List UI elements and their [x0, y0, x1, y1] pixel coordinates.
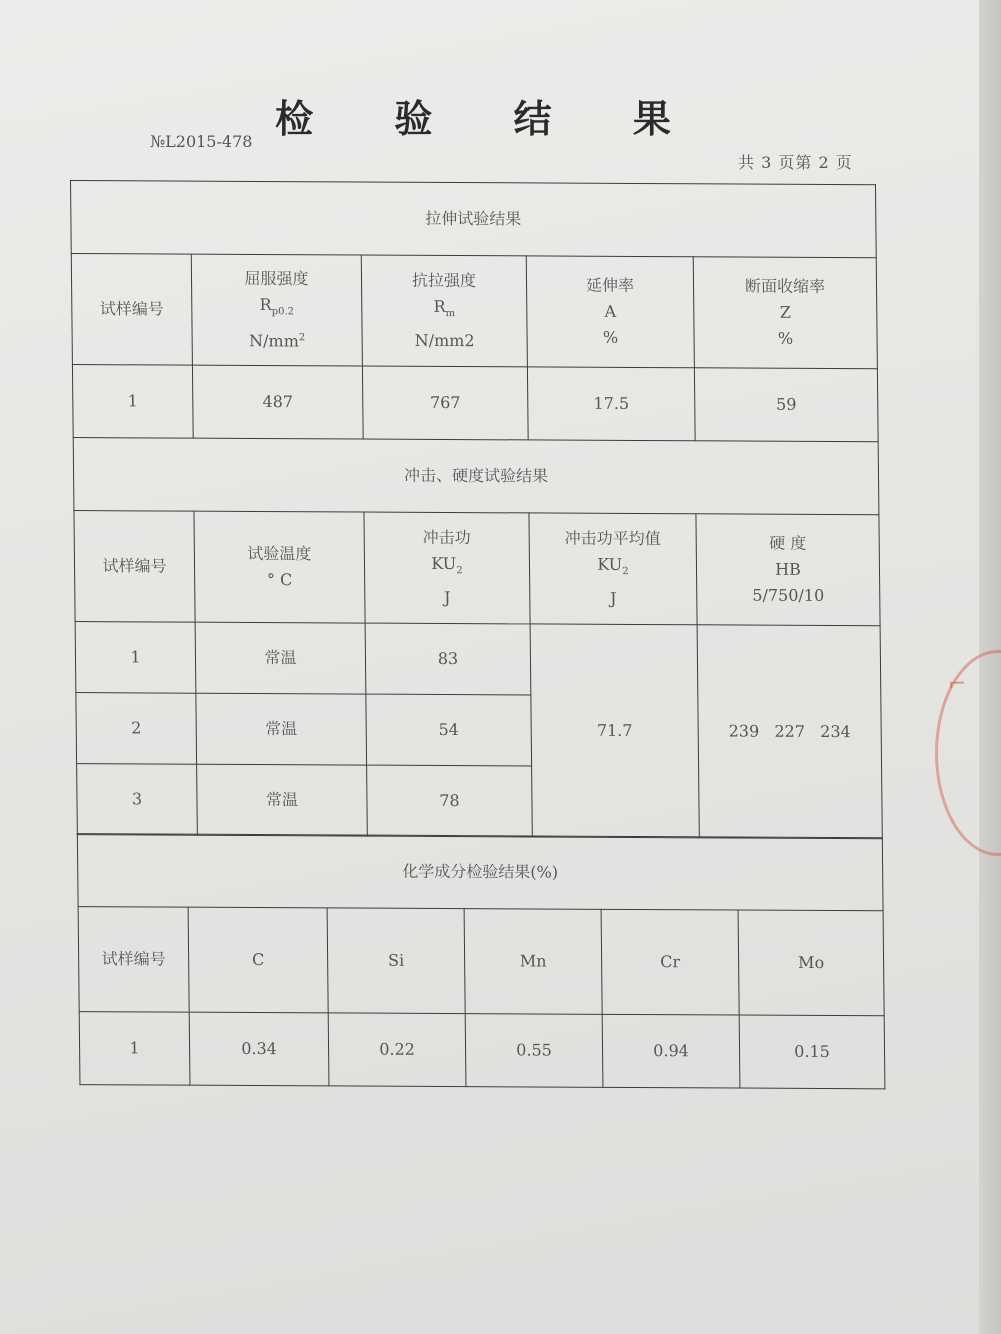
chemical-col-sample: 试样编号	[78, 907, 189, 1013]
element-si-value: 0.22	[328, 1013, 466, 1087]
avg-unit: J	[609, 588, 617, 608]
yield-name: 屈服强度	[244, 268, 309, 288]
elong-unit: %	[602, 327, 619, 347]
temp-unit: ° C	[266, 570, 293, 590]
document-number: №L2015-478	[150, 132, 253, 151]
impact-col-temp	[194, 511, 365, 623]
reduction-value-cell: 59	[694, 368, 878, 442]
stamp-mark-icon: ⌐	[948, 672, 967, 697]
elongation-value-cell: 17.5	[527, 367, 695, 441]
chemical-section-title: 化学成分检验结果(%)	[77, 834, 883, 911]
avg-symbol: $KU_2$	[597, 555, 629, 578]
page-info: 共 3 页第 2 页	[738, 153, 853, 172]
tensile-section-title: 拉伸试验结果	[71, 181, 877, 258]
yield-symbol: $R_{p0.2}$	[259, 294, 295, 318]
yield-value-cell: 487	[192, 365, 363, 439]
tensile-col-sample: 试样编号	[71, 254, 192, 366]
impact-average-cell: 71.7	[530, 624, 699, 838]
chemical-table	[77, 833, 886, 1089]
elong-symbol: A	[604, 301, 617, 321]
energy-symbol: $KU_2$	[431, 554, 463, 577]
element-mo-header: Mo	[738, 910, 884, 1016]
impact-col-hardness	[696, 514, 880, 626]
impact-sample-cell: 1	[75, 622, 196, 694]
avg-name: 冲击功平均值	[564, 529, 661, 549]
impact-section-title: 冲击、硬度试验结果	[73, 438, 879, 515]
tensile-col-elongation	[526, 256, 694, 368]
element-mn-header: Mn	[464, 909, 602, 1015]
hardness-values-cell: 239 227 234	[697, 625, 882, 839]
impact-energy-cell: 54	[366, 694, 532, 766]
hardness-symbol: HB	[775, 559, 801, 579]
impact-energy-cell: 83	[365, 623, 531, 695]
impact-col-energy	[364, 512, 530, 624]
impact-temp-cell: 常温	[196, 693, 367, 765]
impact-col-average	[529, 513, 697, 625]
energy-name: 冲击功	[422, 528, 471, 548]
temp-name: 试验温度	[247, 543, 312, 564]
element-si-header: Si	[327, 908, 465, 1014]
tensile-unit: N/mm2	[414, 330, 475, 350]
tensile-col-reduction	[693, 257, 877, 369]
yield-unit: $N/mm^2$	[249, 331, 306, 351]
impact-temp-cell: 常温	[195, 622, 366, 694]
tensile-col-tensile	[361, 255, 527, 367]
element-c-value: 0.34	[189, 1013, 329, 1087]
element-c-header: C	[188, 908, 328, 1014]
page-title: 检 验 结 果	[275, 96, 705, 141]
tensile-symbol: $R_m$	[433, 297, 456, 320]
results-table	[70, 180, 883, 839]
reduction-unit: %	[777, 328, 794, 348]
impact-temp-cell: 常温	[197, 764, 368, 836]
element-mn-value: 0.55	[465, 1014, 603, 1088]
table-row	[79, 1012, 885, 1089]
element-cr-value: 0.94	[602, 1015, 740, 1089]
energy-unit: J	[444, 587, 451, 607]
tensile-col-yield	[191, 254, 362, 366]
results-sheet	[70, 180, 884, 1094]
tensile-name: 抗拉强度	[411, 271, 477, 291]
impact-sample-cell: 2	[76, 693, 197, 765]
impact-sample-cell: 3	[77, 764, 198, 836]
hardness-unit: 5/750/10	[752, 585, 825, 605]
hardness-name: 硬 度	[769, 533, 807, 553]
tensile-value-cell: 767	[362, 366, 528, 440]
table-row	[72, 365, 878, 442]
impact-energy-cell: 78	[367, 765, 533, 837]
impact-col-sample: 试样编号	[74, 511, 195, 623]
tensile-sample-cell: 1	[72, 365, 193, 439]
reduction-symbol: Z	[779, 302, 791, 322]
element-mo-value: 0.15	[739, 1015, 885, 1089]
element-cr-header: Cr	[601, 910, 739, 1016]
reduction-name: 断面收缩率	[744, 276, 826, 296]
chemical-sample-cell: 1	[79, 1012, 190, 1086]
elong-name: 延伸率	[585, 275, 635, 295]
table-row	[75, 622, 881, 697]
